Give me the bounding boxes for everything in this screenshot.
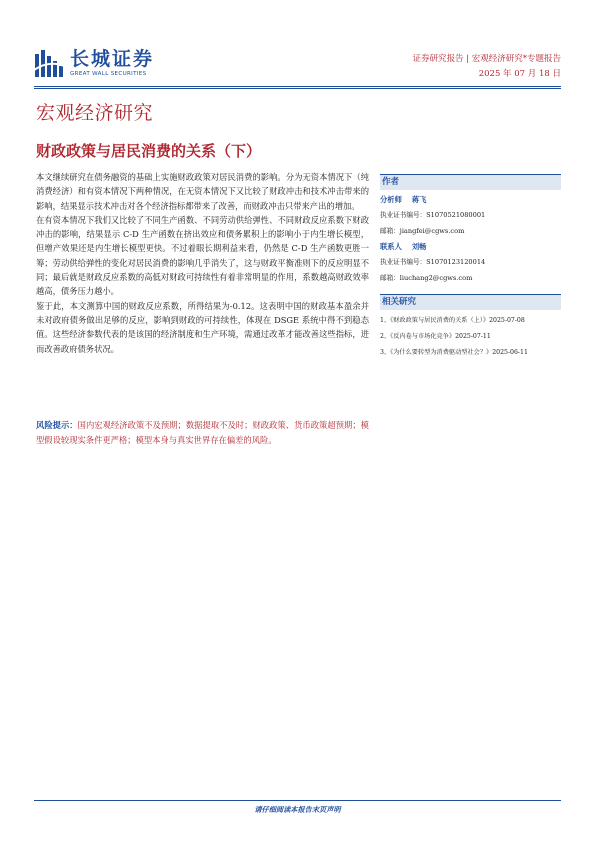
related-item[interactable]: 3、《为什么要转型为消费驱动型社会？》2025-06-11: [380, 349, 528, 356]
analyst-email[interactable]: 邮箱：jiangfei@cgws.com: [380, 227, 465, 235]
header-divider: [34, 86, 561, 87]
footer-divider: [34, 800, 561, 801]
contact-role: 联系人: [380, 242, 402, 251]
report-title: 财政政策与居民消费的关系（下）: [36, 142, 262, 160]
header-divider-thin: [34, 88, 561, 89]
section-title: 宏观经济研究: [36, 102, 154, 124]
analyst-row: [380, 193, 561, 207]
analyst-license: 执业证书编号：S1070521080001: [380, 211, 486, 219]
risk-text: 国内宏观经济政策不及预期；数据提取不及时；财政政策、货币政策超预期；模型假设较现实条件更严格；模型本身与真实世界存在偏差的风险。: [36, 420, 369, 445]
logo-english-name: GREAT WALL SECURITIES: [70, 71, 147, 77]
risk-label: 风险提示：: [36, 420, 78, 430]
analyst-name: 蒋飞: [411, 195, 427, 204]
report-date: 2025 年 07 月 18 日: [478, 69, 561, 79]
report-summary: [36, 170, 369, 356]
authors-panel: [380, 174, 561, 284]
related-heading: 相关研究: [380, 294, 561, 310]
related-research-panel: [380, 294, 561, 361]
contact-name: 刘畅: [411, 242, 427, 251]
footer-disclaimer: 请仔细阅读本报告末页声明: [254, 805, 341, 814]
related-item[interactable]: 1、《财政政策与居民消费的关系（上）》2025-07-08: [380, 317, 525, 324]
summary-paragraph-3: 鉴于此，本文测算中国的财政反应系数，所得结果为-0.12。这表明中国的财政基本盈余并未对政府债务做出足够的反应，影响到财政的可持续性，体现在 DSGE 系统中得不到稳态值。这些经济参数代表的是该国的经济制度和生产环境，需通过改革才能改善这些指标，进而改善政府债务状况。: [36, 300, 369, 354]
contact-row: [380, 240, 561, 254]
logo-chinese-name: 长城证券: [70, 48, 155, 70]
company-logo: [34, 45, 234, 81]
related-item[interactable]: 2、《反内卷与市场化竞争》2025-07-11: [380, 333, 491, 340]
contact-license: 执业证书编号：S1070123120014: [380, 258, 486, 266]
contact-email[interactable]: 邮箱：liuchang2@cgws.com: [380, 274, 473, 282]
authors-heading: 作者: [380, 174, 561, 190]
risk-warning: [36, 418, 369, 447]
great-wall-logo-icon: [34, 48, 64, 78]
report-header-info: [412, 52, 561, 82]
summary-paragraph-2: 在有资本情况下我们又比较了不同生产函数、不同劳动供给弹性、不同财政反应系数下财政冲击的影响，结果显示 C-D 生产函数在挤出效应和债务累积上的影响小于内生增长模型，但增产效果还是内生增长模型更快。不过着眼长期利益来看，仍然是 C-D 生产函数更胜一筹；劳动供给弹性的变化对居民消费的影响几乎消失了，这与财政平衡准则下的反应明显不同；最后就是财政反应系数的高低对财政可持续性有着非常明显的作用，系数越高财政效率越高，债务压力越小。: [36, 214, 369, 297]
summary-paragraph-1: 本文继续研究在债务融资的基础上实施财政政策对居民消费的影响。分为无资本情况下（纯消费经济）和有资本情况下两种情况，在无资本情况下又比较了财政冲击和技术冲击带来的影响，结果显示技术冲击对各个经济指标都带来了改善，而财政冲击只带来产出的增加。: [36, 172, 369, 211]
report-type: 证券研究报告 | 宏观经济研究*专题报告: [412, 54, 561, 64]
analyst-role: 分析师: [380, 195, 402, 204]
